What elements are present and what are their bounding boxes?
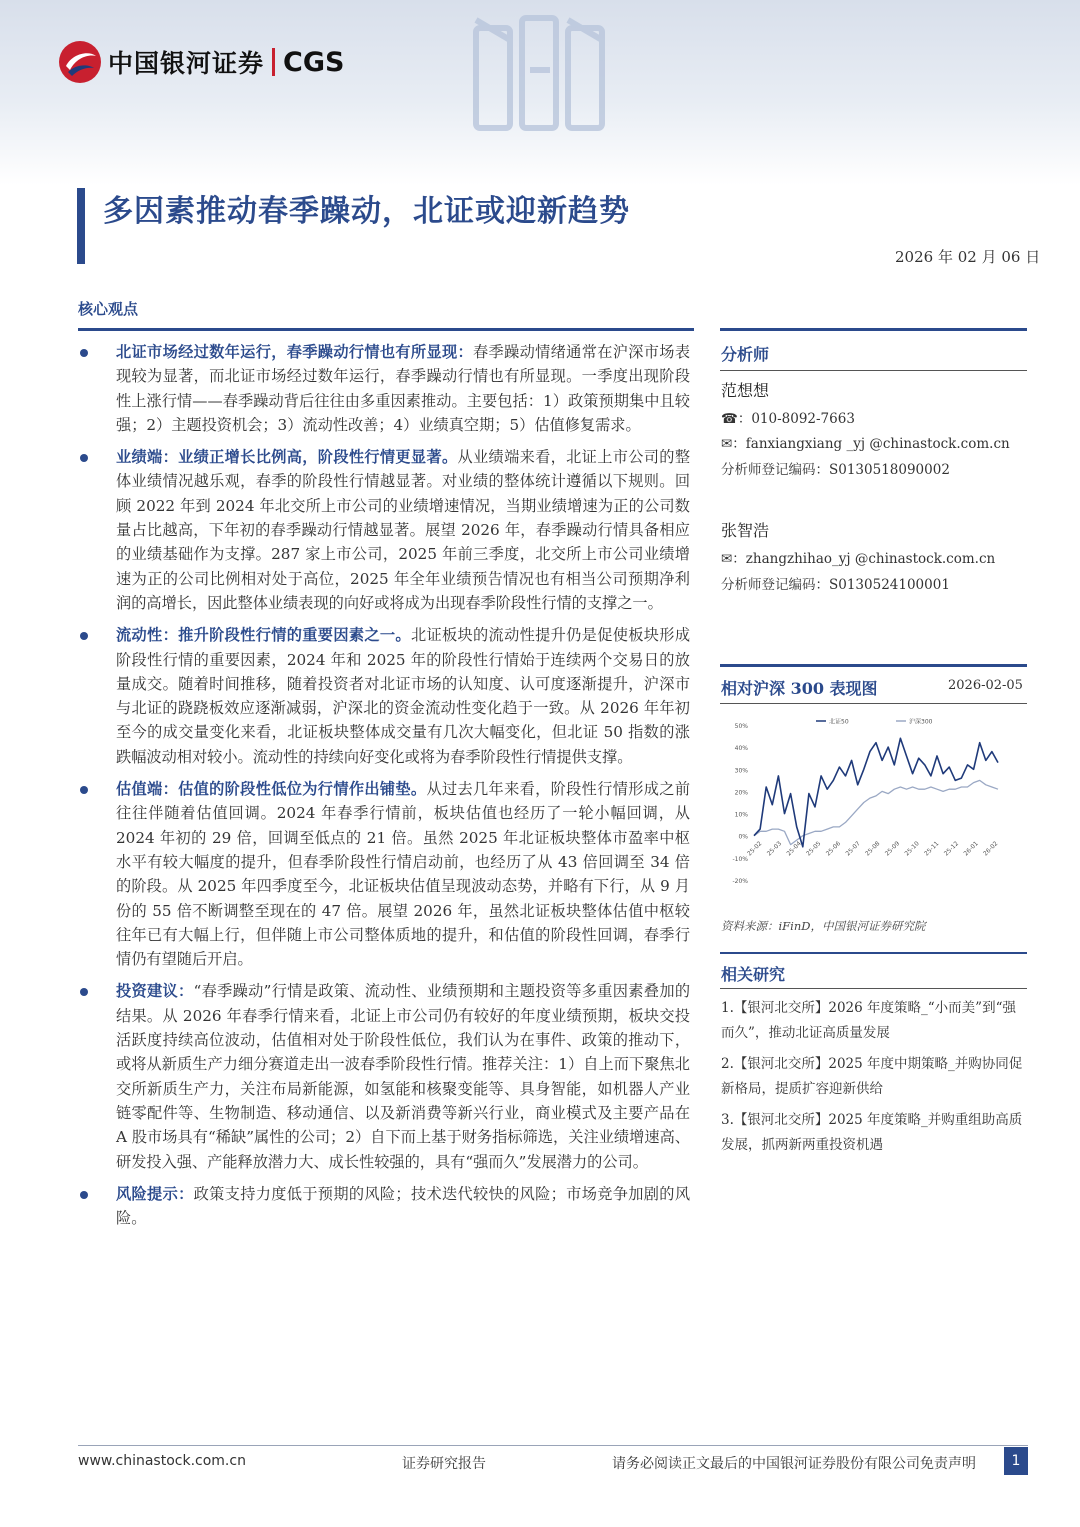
logo-separator — [272, 48, 275, 76]
x-tick-label: 25-12 — [942, 840, 961, 858]
bullet-body: 从业绩端来看，北证上市公司的整体业绩情况越乐观，春季的阶段性行情越显著。对业绩的整体统计遵循以下规则。回顾 2022 年到 2024 年北交所上市公司的业绩增速情况，当期业绩增速为正的公司数量占比越高，下年初的春季躁动行情越显著。展望 2026 年，春季躁动行情具备相应的业绩基础作为支撑。287 家上市公司，2025 年前三季度，北交所上市公司业绩增速为正的公司比例相对处于高位，2025 年全年业绩预告情况也有相当公司预期净利润的高增长，因此整体业绩表现的向好或将成为出现春季阶段性行情的支撑之一。 — [116, 448, 691, 612]
x-tick-label: 26-01 — [962, 840, 980, 858]
bullet-body: 北证板块的流动性提升仍是促使板块形成阶段性行情的重要因素，2024 年和 2025 年的阶段性行情始于连续两个交易日的放量成交。随着时间推移，随着投资者对北证市场的认知度、认可度逐渐提升，沪深市与北证的跷跷板效应逐渐减弱，沪深北的资金流动性变化趋于一致。从 2026 年年初至今的成交量变化来看，北证板块整体成交量有几次大幅变化，但北证 50 指数的涨跌幅波动相对较小。流动性的持续向好变化或将为春季阶段性行情提供支撑。 — [116, 626, 691, 766]
x-tick-label: 26-02 — [982, 840, 1000, 858]
analyst-name: 范想想 — [721, 381, 770, 400]
y-tick-label: 10% — [734, 811, 748, 819]
chart-top-rule — [720, 664, 1027, 667]
related-research-link[interactable]: 1.【银河北交所】2026 年度策略_“小而美”到“强而久”，推动北证高质量发展 — [721, 1000, 1016, 1041]
bullet-heading: 北证市场经过数年运行，春季躁动行情也有所显现： — [116, 343, 474, 361]
footer-disclaimer: 请务必阅读正文最后的中国银河证券股份有限公司免责声明 — [612, 1456, 976, 1472]
core-views-rule — [78, 328, 694, 331]
x-tick-label: 25-08 — [864, 840, 882, 858]
analyst-email[interactable]: ✉：fanxiangxiang _yj @chinastock.com.cn — [721, 436, 1010, 452]
bullet-body: 春季躁动情绪通常在沪深市场表现较为显著，而北证市场经过数年运行，春季躁动行情也有所显现。一季度出现阶段性上涨行情——春季躁动背后往往由多重因素推动。主要包括：1）政策预期集中且较强；2）主题投资机会；3）流动性改善；4）业绩真空期；5）估值修复需求。 — [116, 343, 691, 434]
bullet-item — [78, 623, 690, 769]
series-line — [754, 780, 998, 844]
x-tick-label: 25-10 — [903, 840, 921, 858]
analyst-section-title: 分析师 — [721, 345, 770, 364]
legend-label: 沪深300 — [909, 718, 933, 726]
analyst-reg-code: 分析师登记编码：S0130518090002 — [721, 462, 950, 478]
x-tick-label: 25-06 — [824, 840, 843, 858]
bullet-item — [78, 445, 690, 615]
y-tick-label: 0% — [738, 833, 748, 841]
report-title: 多因素推动春季躁动，北证或迎新趋势 — [103, 194, 630, 229]
y-tick-label: -20% — [732, 878, 748, 885]
bullet-dot — [80, 632, 88, 640]
chart-section-title: 相对沪深 300 表现图 — [721, 679, 878, 698]
page-number: 1 — [1004, 1447, 1028, 1475]
analyst-name: 张智浩 — [721, 521, 770, 540]
footer-website[interactable]: www.chinastock.com.cn — [78, 1453, 246, 1469]
x-tick-label: 25-03 — [765, 840, 784, 858]
footer-report-type: 证券研究报告 — [402, 1456, 486, 1472]
bullet-item — [78, 777, 690, 971]
related-top-rule — [720, 952, 1027, 954]
bullet-body: 从过去几年来看，阶段性行情形成之前往往伴随着估值回调。2024 年春季行情前，板块估值也经历了一轮小幅回调，从 2024 年初的 29 倍，回调至低点的 21 倍。虽然 2025 年北证板块整体市盈率中枢水平有较大幅度的提升，但春季阶段性行情启动前，也经历了从 43 倍回调至 34 倍的阶段。从 2025 年四季度至今，北证板块估值呈现波动态势，并略有下行，从 9 月份的 55 倍不断调整至现在的 47 倍。展望 2026 年，虽然北证板块整体估值中枢较往年已有大幅上行，但伴随上市公司整体质地的提升，和估值的阶段性回调，春季行情仍有望随后开启。 — [116, 780, 691, 969]
chart-source: 资料来源：iFinD，中国银河证券研究院 — [721, 919, 926, 933]
series-line — [754, 738, 998, 847]
legend-label: 北证50 — [829, 718, 849, 726]
x-tick-label: 25-11 — [923, 840, 941, 858]
x-tick-label: 25-02 — [746, 840, 764, 858]
bullet-heading: 业绩端：业绩正增长比例高，阶段性行情更显著。 — [116, 448, 458, 467]
company-logo — [58, 40, 344, 84]
analyst-email[interactable]: ✉：zhangzhihao_yj @chinastock.com.cn — [721, 551, 996, 567]
cgs-watermark-icon — [470, 10, 610, 145]
analyst-reg-code: 分析师登记编码：S0130524100001 — [721, 577, 950, 593]
report-date: 2026 年 02 月 06 日 — [895, 248, 1041, 266]
x-tick-label: 25-05 — [805, 840, 823, 858]
bullet-dot — [80, 988, 88, 996]
y-tick-label: -10% — [732, 855, 748, 863]
analyst-title-rule — [720, 370, 1027, 371]
cgs-logo-icon — [58, 40, 102, 84]
chart-title-rule — [720, 703, 1027, 704]
logo-chinese-name: 中国银河证券 — [108, 49, 265, 78]
y-tick-label: 40% — [734, 745, 748, 753]
core-views-list — [78, 340, 690, 1230]
bullet-body: “春季躁动”行情是政策、流动性、业绩预期和主题投资等多重因素叠加的结果。从 2026 年春季行情来看，北证上市公司仍有较好的年度业绩预期，板块交投活跃度持续高位波动，估值相对处于阶段性低位，我们认为在事件、政策的推动下，或将从新质生产力细分赛道走出一波春季阶段性行情。推荐关注：1）自上而下聚焦北交所新质生产力，关注布局新能源，如氢能和核聚变能等、具身智能，如机器人产业链零配件等、生物制造、移动通信、以及新消费等新兴行业，商业模式及主要产品在 A 股市场具有“稀缺”属性的公司；2）自下而上基于财务指标筛选，关注业绩增速高、研发投入强、产能释放潜力大、成长性较强的，具有“强而久”发展潜力的公司。 — [116, 982, 691, 1171]
bullet-item — [78, 340, 690, 437]
bullet-dot — [80, 1191, 88, 1199]
title-accent-bar — [77, 188, 85, 264]
analyst-top-rule — [720, 328, 1027, 331]
x-tick-label: 25-04 — [785, 840, 803, 858]
related-section-title: 相关研究 — [721, 965, 786, 984]
y-tick-label: 20% — [734, 789, 748, 797]
bullet-dot — [80, 349, 88, 357]
y-tick-label: 50% — [734, 723, 748, 730]
bullet-dot — [80, 454, 88, 462]
related-research-link[interactable]: 2.【银河北交所】2025 年度中期策略_并购协同促新格局，提质扩容迎新供给 — [721, 1056, 1023, 1097]
bullet-heading: 流动性：推升阶段性行情的重要因素之一。 — [116, 626, 411, 645]
footer-rule — [78, 1445, 1028, 1446]
bullet-item — [78, 979, 690, 1173]
core-views-label: 核心观点 — [78, 300, 139, 318]
x-tick-label: 25-07 — [844, 840, 862, 858]
logo-english-name: CGS — [283, 46, 345, 78]
related-title-rule — [720, 988, 1027, 989]
bullet-item — [78, 1182, 690, 1231]
bullet-heading: 估值端：估值的阶段性低位为行情作出铺垫。 — [116, 780, 427, 799]
bullet-dot — [80, 786, 88, 794]
related-research-list — [721, 996, 1027, 1164]
analyst-phone: ☎：010-8092-7663 — [721, 411, 855, 427]
bullet-heading: 风险提示： — [116, 1184, 194, 1203]
relative-performance-chart — [720, 705, 1027, 890]
x-tick-label: 25-09 — [883, 840, 902, 858]
y-tick-label: 30% — [734, 767, 748, 775]
related-research-link[interactable]: 3.【银河北交所】2025 年度策略_并购重组助高质发展，抓两新两重投资机遇 — [721, 1112, 1023, 1153]
bullet-heading: 投资建议： — [116, 982, 194, 1001]
bullet-body: 政策支持力度低于预期的风险；技术迭代较快的风险；市场竞争加剧的风险。 — [116, 1184, 691, 1228]
chart-date: 2026-02-05 — [948, 678, 1023, 693]
